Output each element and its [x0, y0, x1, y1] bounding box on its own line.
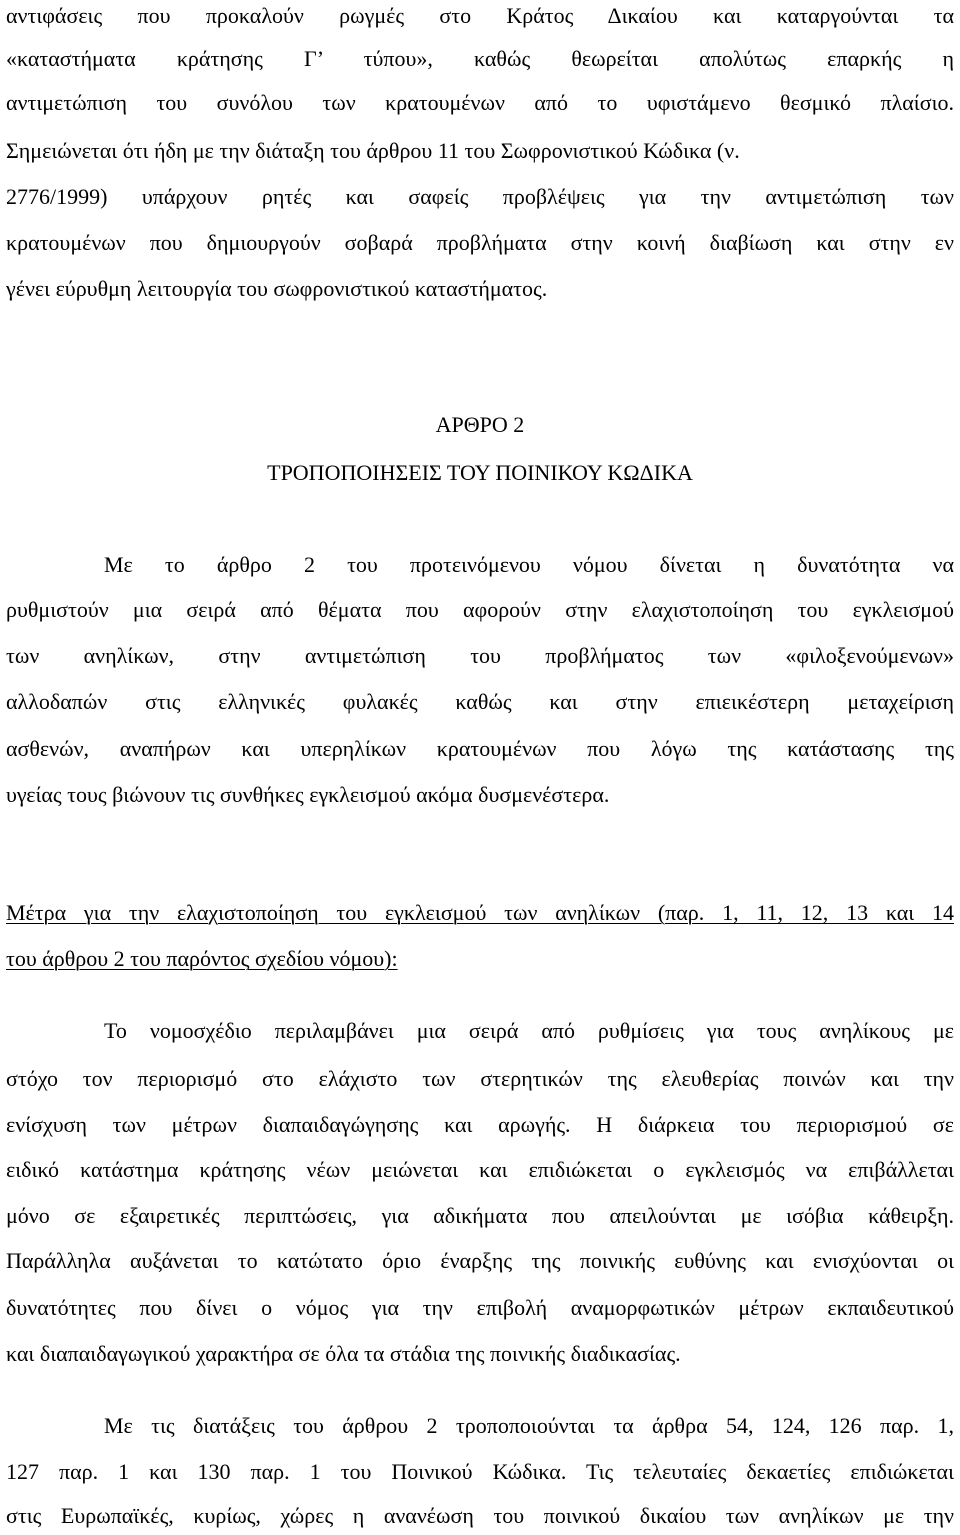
text-line: αντιμετώπιση του συνόλου των κρατουμένων από το υφιστάμενο θεσμικό πλαίσιο.: [6, 90, 954, 115]
text-line: και διαπαιδαγωγικού χαρακτήρα σε όλα τα στάδια της ποινικής διαδικασίας.: [6, 1341, 681, 1366]
text-line: Το νομοσχέδιο περιλαμβάνει μια σειρά από ρυθμίσεις για τους ανηλίκους με: [104, 1018, 954, 1043]
text-line: υγείας τους βιώνουν τις συνθήκες εγκλεισμού ακόμα δυσμενέστερα.: [6, 782, 610, 807]
article-heading: ΑΡΘΡΟ 2: [435, 412, 525, 437]
text-line: Σημειώνεται ότι ήδη με την διάταξη του άρθρου 11 του Σωφρονιστικού Κώδικα (ν.: [6, 138, 740, 163]
text-line: των ανηλίκων, στην αντιμετώπιση του προβλήματος των «φιλοξενούμενων»: [6, 643, 954, 668]
text-line: «καταστήματα κράτησης Γ’ τύπου», καθώς θεωρείται απολύτως επαρκής η: [6, 46, 954, 71]
text-line: ασθενών, αναπήρων και υπερηλίκων κρατουμένων που λόγω της κατάστασης της: [6, 736, 954, 761]
article-subheading: ΤΡΟΠΟΠΟΙΗΣΕΙΣ ΤΟΥ ΠΟΙΝΙΚΟΥ ΚΩΔΙΚΑ: [267, 460, 693, 485]
text-line: στόχο τον περιορισμό στο ελάχιστο των στερητικών της ελευθερίας ποινών και την: [6, 1066, 954, 1091]
text-line: 2776/1999) υπάρχουν ρητές και σαφείς προβλέψεις για την αντιμετώπιση των: [6, 184, 954, 209]
section-title-line: Μέτρα για την ελαχιστοποίηση του εγκλεισμού των ανηλίκων (παρ. 1, 11, 12, 13 και 14: [6, 900, 954, 925]
text-line: αλλοδαπών στις ελληνικές φυλακές καθώς και στην επιεικέστερη μεταχείριση: [6, 689, 954, 714]
text-line: ρυθμιστούν μια σειρά από θέματα που αφορούν στην ελαχιστοποίηση του εγκλεισμού: [6, 597, 954, 622]
text-line: 127 παρ. 1 και 130 παρ. 1 του Ποινικού Κώδικα. Τις τελευταίες δεκαετίες επιδιώκεται: [6, 1459, 954, 1484]
text-line: Παράλληλα αυξάνεται το κατώτατο όριο έναρξης της ποινικής ευθύνης και ενισχύονται οι: [6, 1248, 954, 1273]
text-line: κρατουμένων που δημιουργούν σοβαρά προβλήματα στην κοινή διαβίωση και στην εν: [6, 230, 954, 255]
text-line: αντιφάσεις που προκαλούν ρωγμές στο Κράτος Δικαίου και καταργούνται τα: [6, 3, 954, 28]
text-line: ειδικό κατάστημα κράτησης νέων μειώνεται και επιδιώκεται ο εγκλεισμός να επιβάλλεται: [6, 1157, 954, 1182]
text-line: δυνατότητες που δίνει ο νόμος για την επιβολή αναμορφωτικών μέτρων εκπαιδευτικού: [6, 1295, 954, 1320]
text-line: ενίσχυση των μέτρων διαπαιδαγώγησης και αρωγής. Η διάρκεια του περιορισμού σε: [6, 1112, 954, 1137]
text-line: Με τις διατάξεις του άρθρου 2 τροποποιούνται τα άρθρα 54, 124, 126 παρ. 1,: [104, 1413, 954, 1438]
text-line: γένει εύρυθμη λειτουργία του σωφρονιστικού καταστήματος.: [6, 276, 548, 301]
section-title-line: του άρθρου 2 του παρόντος σχεδίου νόμου):: [6, 946, 398, 971]
text-line: μόνο σε εξαιρετικές περιπτώσεις, για αδικήματα που απειλούνται με ισόβια κάθειρξη.: [6, 1203, 954, 1228]
text-line: στις Ευρωπαϊκές, κυρίως, χώρες η ανανέωση του ποινικού δικαίου των ανηλίκων με την: [6, 1503, 954, 1528]
text-line: Με το άρθρο 2 του προτεινόμενου νόμου δίνεται η δυνατότητα να: [104, 552, 954, 577]
